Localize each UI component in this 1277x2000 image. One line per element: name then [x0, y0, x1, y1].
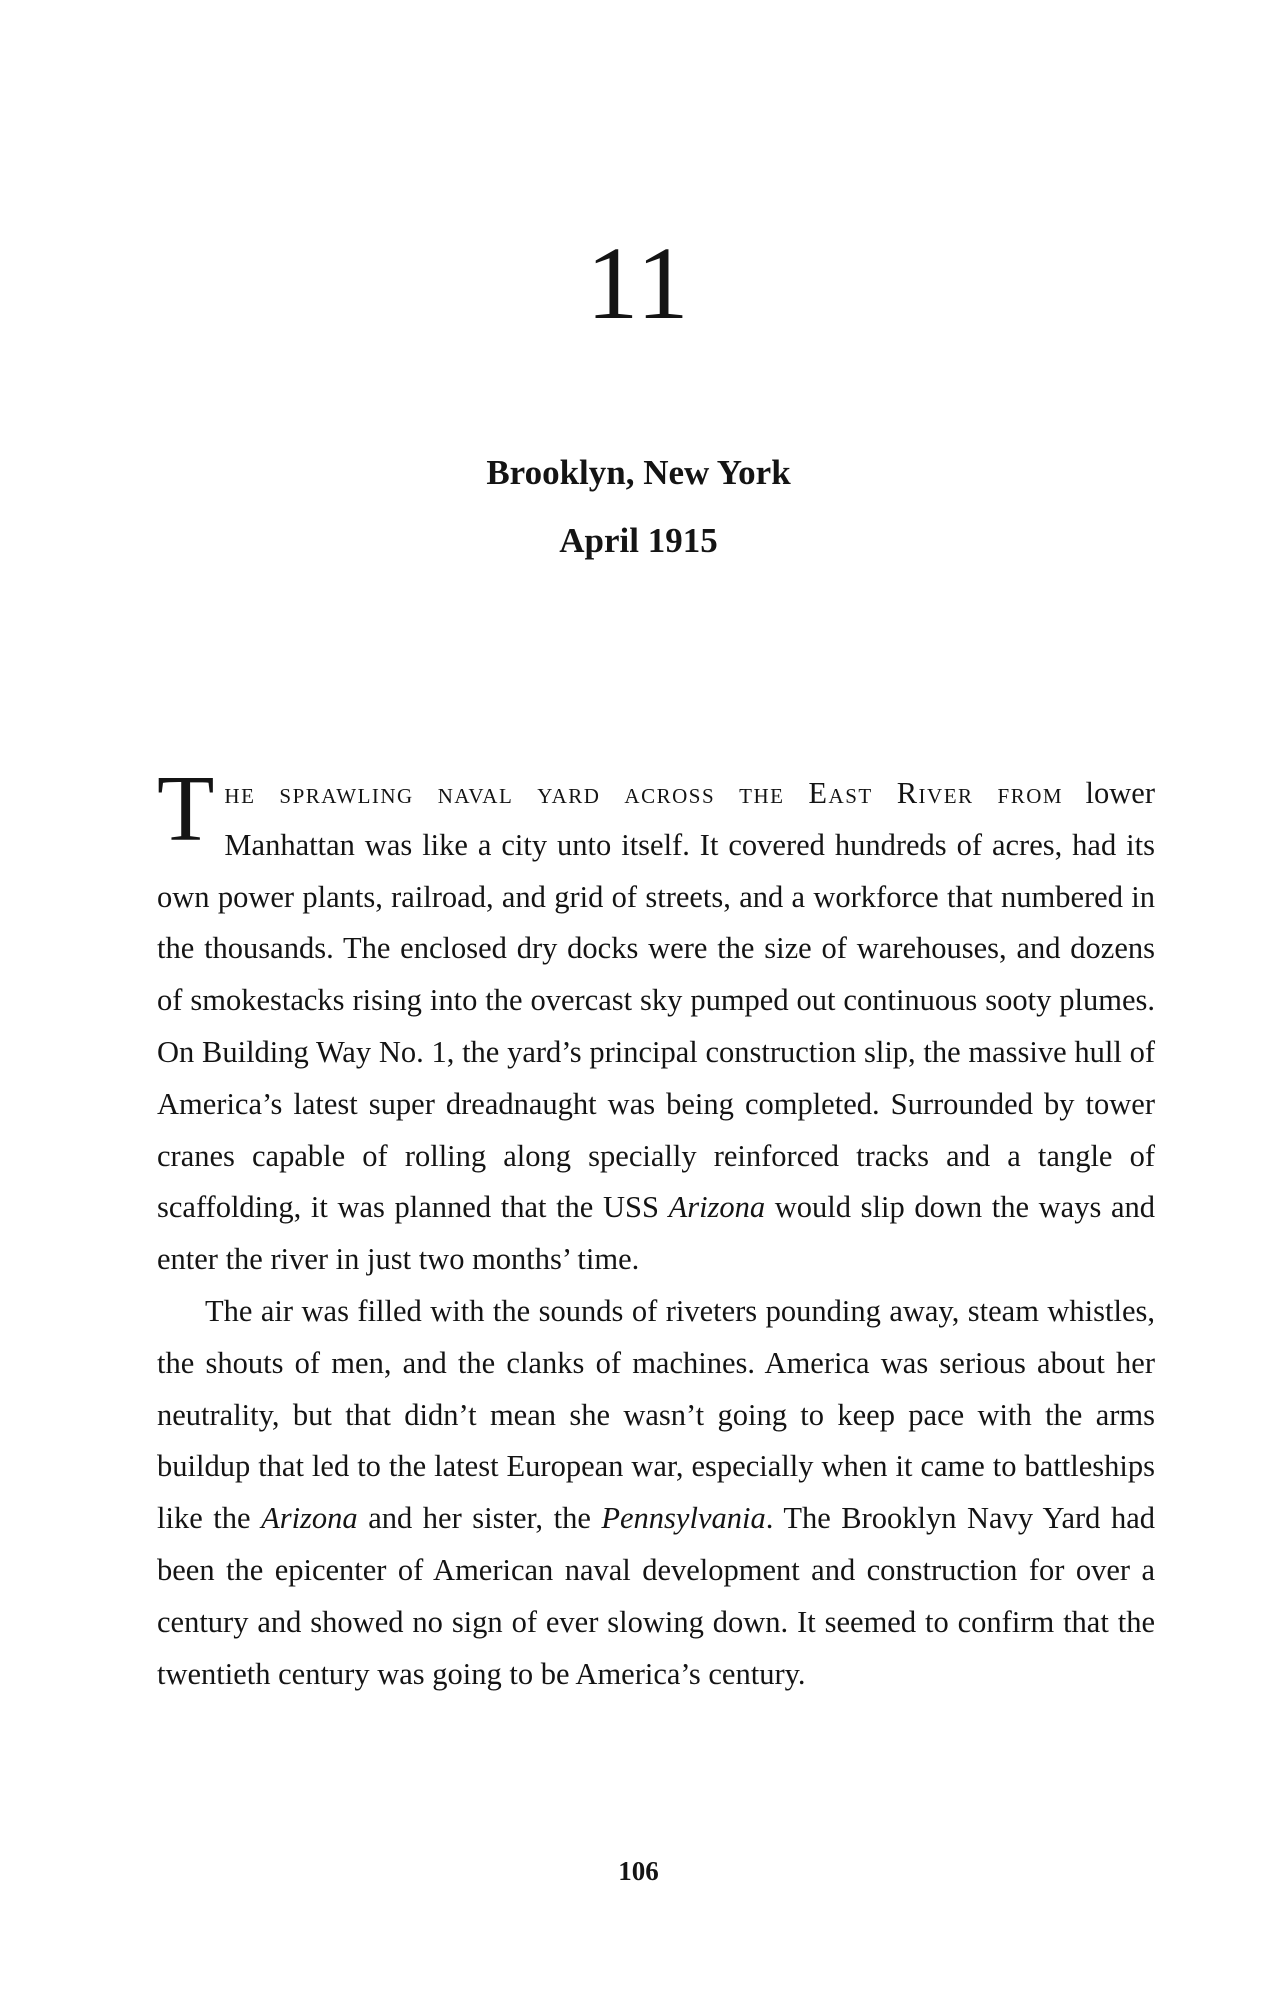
ship-name-arizona-2: Arizona — [261, 1501, 358, 1536]
page-number: 106 — [618, 1856, 659, 1886]
opening-small-caps: he sprawling naval yard across the East River from — [224, 776, 1064, 810]
chapter-date: April 1915 — [559, 521, 718, 560]
paragraph-2-text-b: and her sister, the — [357, 1501, 602, 1536]
chapter-location: Brooklyn, New York — [486, 453, 791, 492]
ship-name-arizona: Arizona — [668, 1190, 766, 1225]
paragraph-1 — [157, 757, 1156, 1286]
drop-cap: T — [157, 757, 215, 861]
paragraph-2-text-c: . The Brooklyn Navy Yard had been the epicenter of American naval development and construction for over a century and showed no sign of ever slowing down. It seemed to confirm that the twentieth century was going to be America’s century. — [157, 1501, 1155, 1691]
ship-name-pennsylvania: Pennsylvania — [601, 1501, 766, 1536]
paragraph-2-text-a: The air was filled with the sounds of riveters pounding away, steam whistles, the shouts of men, and the clanks of machines. America was serious about her neutrality, but that didn’t mean she wasn’t going to keep pace with the arms buildup that led to the latest European war, especially when it came to battleships like the — [157, 1293, 1155, 1536]
chapter-number: 11 — [586, 226, 691, 341]
paragraph-2 — [157, 1286, 1155, 1700]
chapter-body — [157, 757, 1156, 1700]
paragraph-1-text-a: lower Manhattan was like a city unto itself. It covered hundreds of acres, had its own power plants, railroad, and grid of streets, and a workforce that numbered in the thousands. The enclosed dry docks were the size of warehouses, and dozens of smokestacks rising into the overcast sky pumped out continuous sooty plumes. On Building Way No. 1, the yard’s principal construction slip, the massive hull of America’s latest super dreadnaught was being completed. Surrounded by tower cranes capable of rolling along specially reinforced tracks and a tangle of scaffolding, it was planned that the USS — [157, 776, 1155, 1225]
paragraph-1-text-b: would slip down the ways and enter the river in just two months’ time. — [157, 1190, 1156, 1277]
